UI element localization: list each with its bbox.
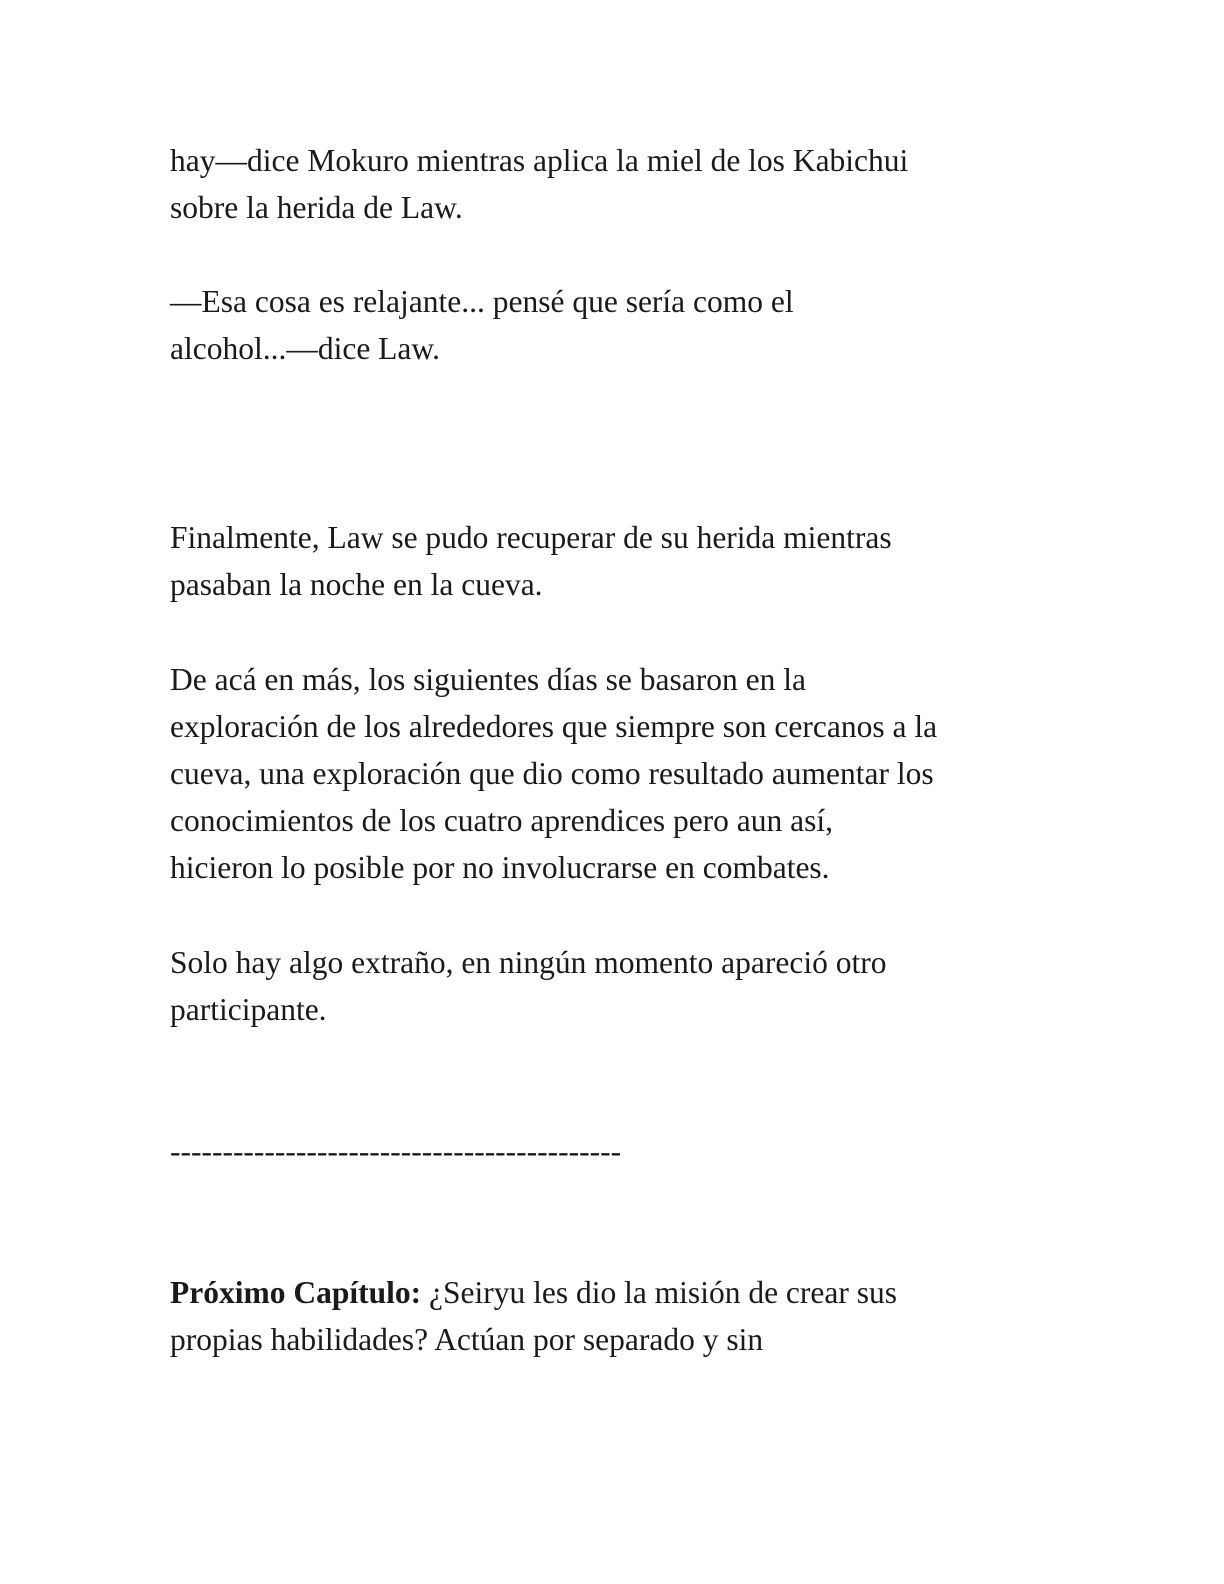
paragraph-line: hay—dice Mokuro mientras aplica la miel de los Kabichui	[170, 143, 909, 178]
next-chapter-teaser	[170, 1269, 1070, 1363]
next-chapter-label: Próximo Capítulo:	[170, 1275, 422, 1310]
next-chapter-line	[170, 1269, 1070, 1316]
paragraph-line: alcohol...—dice Law.	[170, 331, 440, 366]
next-chapter-line: propias habilidades? Actúan por separado y sin	[170, 1322, 764, 1357]
paragraph-strange	[170, 939, 1070, 1033]
separator-line: -------------------------------------------	[170, 1134, 622, 1169]
paragraph-line: exploración de los alrededores que siempre son cercanos a la	[170, 709, 938, 744]
paragraph-law-dialogue	[170, 278, 1070, 372]
paragraph-exploration	[170, 656, 1070, 891]
paragraph-line: sobre la herida de Law.	[170, 190, 463, 225]
paragraph-line: pasaban la noche en la cueva.	[170, 567, 543, 602]
paragraph-line: Finalmente, Law se pudo recuperar de su herida mientras	[170, 520, 892, 555]
paragraph-mokuro-honey	[170, 137, 1070, 231]
paragraph-line: conocimientos de los cuatro aprendices pero aun así,	[170, 803, 834, 838]
section-separator	[170, 1128, 1070, 1175]
paragraph-line: Solo hay algo extraño, en ningún momento apareció otro	[170, 945, 887, 980]
next-chapter-text: ¿Seiryu les dio la misión de crear sus	[421, 1275, 897, 1310]
paragraph-line: participante.	[170, 992, 327, 1027]
paragraph-line: —Esa cosa es relajante... pensé que sería como el	[170, 284, 794, 319]
paragraph-line: hicieron lo posible por no involucrarse en combates.	[170, 850, 830, 885]
paragraph-line: De acá en más, los siguientes días se basaron en la	[170, 662, 806, 697]
paragraph-line: cueva, una exploración que dio como resultado aumentar los	[170, 756, 934, 791]
paragraph-recovery	[170, 514, 1070, 608]
